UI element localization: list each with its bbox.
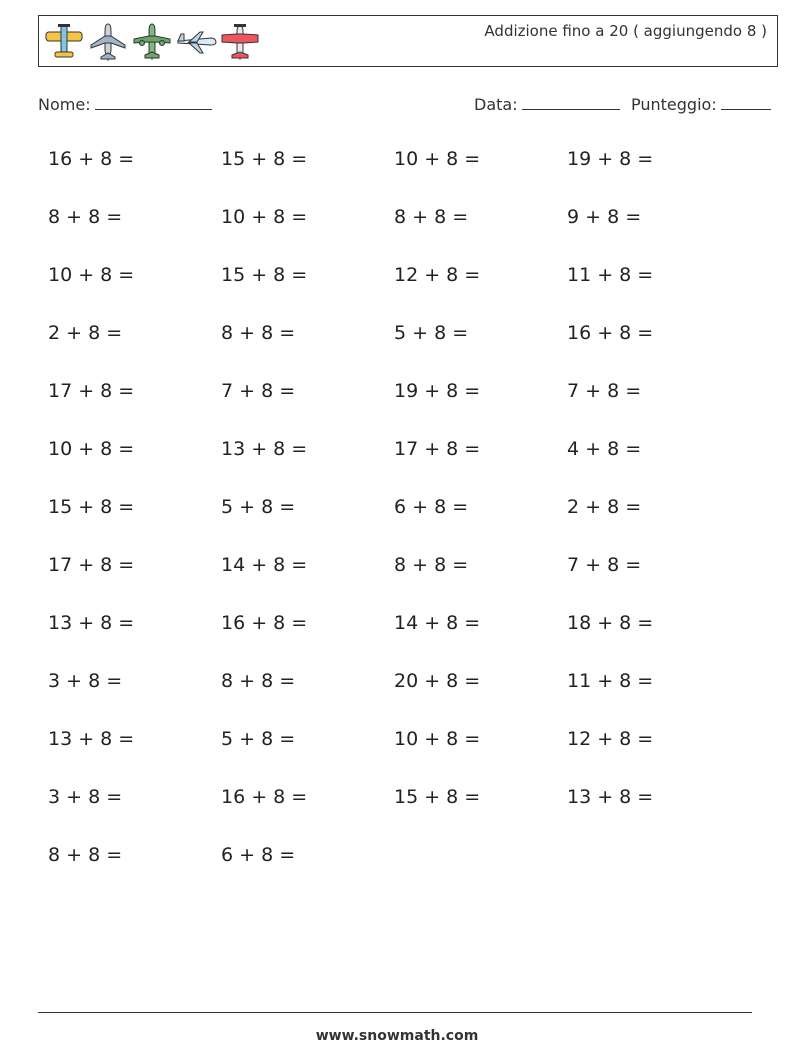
- problem-item: 15 + 8 =: [221, 148, 308, 170]
- problem-item: 5 + 8 =: [221, 496, 296, 518]
- red-plane-icon: [219, 21, 261, 63]
- problem-item: 13 + 8 =: [567, 786, 654, 808]
- name-field: [38, 93, 212, 114]
- green-plane-icon: [131, 21, 173, 63]
- date-field: [474, 93, 620, 114]
- problem-item: 19 + 8 =: [567, 148, 654, 170]
- score-blank[interactable]: [721, 93, 771, 110]
- problem-item: 10 + 8 =: [394, 728, 481, 750]
- problem-item: 6 + 8 =: [221, 844, 296, 866]
- problem-item: 16 + 8 =: [221, 612, 308, 634]
- date-label: Data:: [474, 95, 518, 114]
- problem-item: 3 + 8 =: [48, 786, 123, 808]
- icon-row: [43, 21, 261, 63]
- problem-item: 10 + 8 =: [221, 206, 308, 228]
- footer-url: www.snowmath.com: [315, 1028, 479, 1044]
- problem-item: 5 + 8 =: [221, 728, 296, 750]
- problem-item: 8 + 8 =: [394, 206, 469, 228]
- score-field: [631, 93, 771, 114]
- problem-item: 8 + 8 =: [48, 844, 123, 866]
- problem-item: 20 + 8 =: [394, 670, 481, 692]
- problem-item: 14 + 8 =: [221, 554, 308, 576]
- problem-item: 2 + 8 =: [48, 322, 123, 344]
- problem-item: 16 + 8 =: [567, 322, 654, 344]
- header-box: [38, 15, 778, 67]
- problem-item: 12 + 8 =: [567, 728, 654, 750]
- problem-item: 11 + 8 =: [567, 264, 654, 286]
- footer-divider: [38, 1012, 752, 1013]
- problem-item: 13 + 8 =: [221, 438, 308, 460]
- problem-item: 19 + 8 =: [394, 380, 481, 402]
- problem-item: 17 + 8 =: [48, 554, 135, 576]
- yellow-plane-icon: [43, 21, 85, 63]
- problem-item: 17 + 8 =: [394, 438, 481, 460]
- problem-item: 3 + 8 =: [48, 670, 123, 692]
- problem-item: 16 + 8 =: [221, 786, 308, 808]
- problem-item: 18 + 8 =: [567, 612, 654, 634]
- silver-plane-icon: [87, 21, 129, 63]
- worksheet-title: Addizione fino a 20 ( aggiungendo 8 ): [484, 22, 767, 40]
- problem-item: 15 + 8 =: [48, 496, 135, 518]
- problem-item: 8 + 8 =: [221, 322, 296, 344]
- name-label: Nome:: [38, 95, 91, 114]
- problem-item: 6 + 8 =: [394, 496, 469, 518]
- name-blank[interactable]: [95, 93, 212, 110]
- problem-item: 15 + 8 =: [394, 786, 481, 808]
- problem-item: 7 + 8 =: [221, 380, 296, 402]
- problem-item: 10 + 8 =: [48, 438, 135, 460]
- date-blank[interactable]: [522, 93, 620, 110]
- problem-item: 15 + 8 =: [221, 264, 308, 286]
- problem-item: 13 + 8 =: [48, 612, 135, 634]
- problem-item: 7 + 8 =: [567, 554, 642, 576]
- problem-item: 17 + 8 =: [48, 380, 135, 402]
- problem-item: 7 + 8 =: [567, 380, 642, 402]
- problem-item: 10 + 8 =: [48, 264, 135, 286]
- problem-item: 5 + 8 =: [394, 322, 469, 344]
- score-label: Punteggio:: [631, 95, 717, 114]
- problem-item: 4 + 8 =: [567, 438, 642, 460]
- problem-item: 11 + 8 =: [567, 670, 654, 692]
- problem-item: 8 + 8 =: [394, 554, 469, 576]
- problem-item: 2 + 8 =: [567, 496, 642, 518]
- problem-item: 9 + 8 =: [567, 206, 642, 228]
- problem-item: 16 + 8 =: [48, 148, 135, 170]
- problem-item: 14 + 8 =: [394, 612, 481, 634]
- problem-item: 8 + 8 =: [48, 206, 123, 228]
- jet-plane-icon: [175, 21, 217, 63]
- problem-item: 8 + 8 =: [221, 670, 296, 692]
- problem-item: 10 + 8 =: [394, 148, 481, 170]
- problem-item: 13 + 8 =: [48, 728, 135, 750]
- problem-item: 12 + 8 =: [394, 264, 481, 286]
